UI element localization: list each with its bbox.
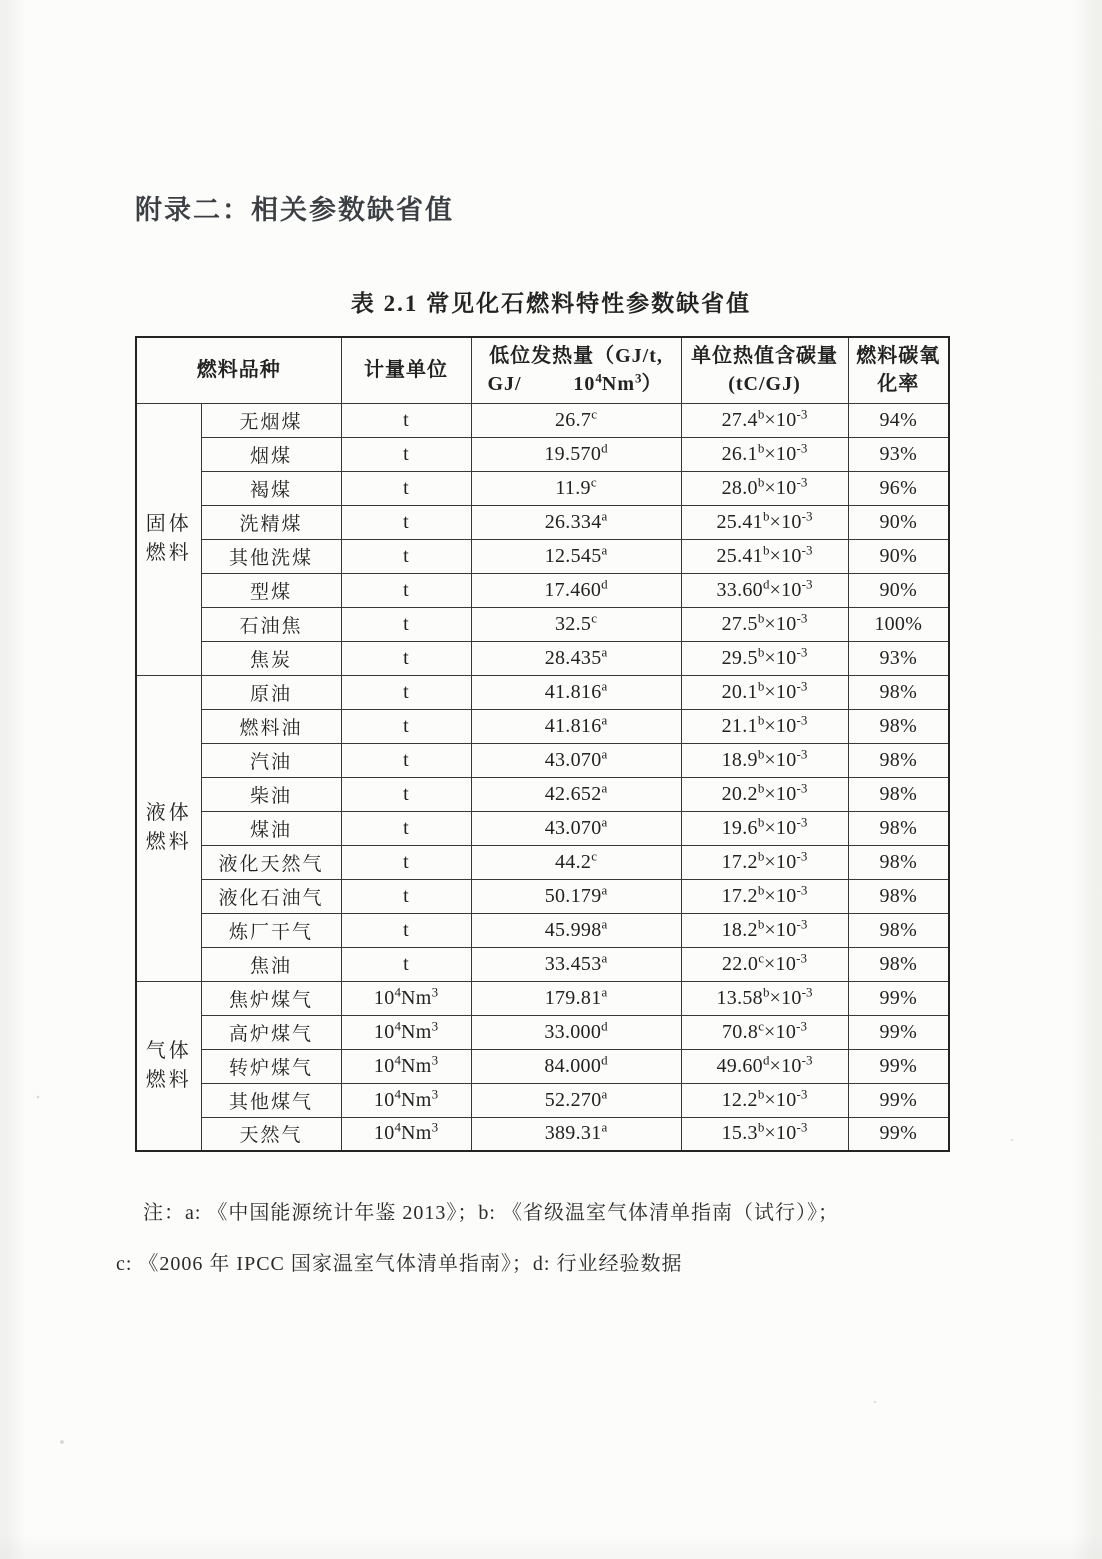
fuel-name-cell: 原油 <box>201 675 341 709</box>
fuel-name-cell: 烟煤 <box>201 437 341 471</box>
fuel-name-cell: 汽油 <box>201 743 341 777</box>
table-row <box>136 981 949 1015</box>
oxidation-rate-cell: 98% <box>848 879 949 913</box>
table-row <box>136 1015 949 1049</box>
oxidation-rate-cell: 90% <box>848 573 949 607</box>
header-heating-line1: 低位发热量（GJ/t, <box>489 345 663 368</box>
fuel-name-cell: 无烟煤 <box>201 403 341 437</box>
carbon-value-cell: $33.60^d\times 10^{-3}$ <box>681 573 848 607</box>
oxidation-rate-cell: 98% <box>848 675 949 709</box>
unit-cell: t <box>341 675 471 709</box>
carbon-value-cell: $21.1^b\times 10^{-3}$ <box>681 709 848 743</box>
unit-cell: $10^4Nm^3$ <box>341 981 471 1015</box>
footnote-line-2: c: 《2006 年 IPCC 国家温室气体清单指南》；d: 行业经验数据 <box>116 1253 683 1275</box>
oxidation-rate-cell: 100% <box>848 607 949 641</box>
page-title: 附录二：相关参数缺省值 <box>135 195 454 225</box>
oxidation-rate-cell: 96% <box>848 471 949 505</box>
header-heating-line2 <box>472 370 681 398</box>
carbon-value-cell: $20.1^b\times 10^{-3}$ <box>681 675 848 709</box>
fuel-name-cell: 石油焦 <box>201 607 341 641</box>
heat-value-cell: 389.31$^a$ <box>471 1117 681 1151</box>
carbon-value-cell: $27.4^b\times 10^{-3}$ <box>681 403 848 437</box>
heat-value-cell: 43.070$^a$ <box>471 743 681 777</box>
fuel-name-cell: 炼厂干气 <box>201 913 341 947</box>
header-carbon-line2: (tC/GJ) <box>728 373 801 396</box>
table-row <box>136 1083 949 1117</box>
fuel-name-cell: 洗精煤 <box>201 505 341 539</box>
carbon-value-cell: $70.8^c\times 10^{-3}$ <box>681 1015 848 1049</box>
table-row <box>136 607 949 641</box>
carbon-value-cell: $28.0^b\times 10^{-3}$ <box>681 471 848 505</box>
oxidation-rate-cell: 93% <box>848 641 949 675</box>
carbon-value-cell: $13.58^b\times 10^{-3}$ <box>681 981 848 1015</box>
unit-cell: $10^4Nm^3$ <box>341 1083 471 1117</box>
fuel-name-cell: 煤油 <box>201 811 341 845</box>
header-fuel-type: 燃料品种 <box>136 337 341 403</box>
table-row <box>136 675 949 709</box>
unit-cell: $10^4Nm^3$ <box>341 1049 471 1083</box>
fuel-name-cell: 型煤 <box>201 573 341 607</box>
oxidation-rate-cell: 99% <box>848 981 949 1015</box>
table-row <box>136 811 949 845</box>
heat-value-cell: 33.000$^d$ <box>471 1015 681 1049</box>
fuel-name-cell: 其他煤气 <box>201 1083 341 1117</box>
table-row <box>136 1049 949 1083</box>
carbon-value-cell: $25.41^b\times 10^{-3}$ <box>681 539 848 573</box>
oxidation-rate-cell: 90% <box>848 505 949 539</box>
carbon-value-cell: $49.60^d\times 10^{-3}$ <box>681 1049 848 1083</box>
table-row <box>136 743 949 777</box>
table-header <box>136 337 949 403</box>
carbon-value-cell: $20.2^b\times 10^{-3}$ <box>681 777 848 811</box>
fuel-group-cell: 液体燃料 <box>136 675 201 981</box>
carbon-value-cell: $18.2^b\times 10^{-3}$ <box>681 913 848 947</box>
unit-cell: $10^4Nm^3$ <box>341 1015 471 1049</box>
carbon-value-cell: $25.41^b\times 10^{-3}$ <box>681 505 848 539</box>
heat-value-cell: 28.435$^a$ <box>471 641 681 675</box>
table-caption: 表 2.1 常见化石燃料特性参数缺省值 <box>350 291 752 316</box>
header-oxidation-label: 燃料碳氧化率 <box>856 345 941 396</box>
fuel-name-cell: 液化石油气 <box>201 879 341 913</box>
heat-value-cell: 17.460$^d$ <box>471 573 681 607</box>
unit-cell: t <box>341 743 471 777</box>
unit-cell: t <box>341 845 471 879</box>
oxidation-rate-cell: 98% <box>848 947 949 981</box>
unit-cell: t <box>341 777 471 811</box>
carbon-value-cell: $19.6^b\times 10^{-3}$ <box>681 811 848 845</box>
unit-cell: t <box>341 403 471 437</box>
carbon-value-cell: $12.2^b\times 10^{-3}$ <box>681 1083 848 1117</box>
fuel-name-cell: 液化天然气 <box>201 845 341 879</box>
footnote-line-1: 注：a: 《中国能源统计年鉴 2013》；b: 《省级温室气体清单指南（试行）》； <box>143 1202 839 1224</box>
fuel-group-cell: 固体燃料 <box>136 403 201 675</box>
fuel-name-cell: 天然气 <box>201 1117 341 1151</box>
fuel-name-cell: 其他洗煤 <box>201 539 341 573</box>
unit-cell: $10^4Nm^3$ <box>341 1117 471 1151</box>
table-row <box>136 777 949 811</box>
unit-cell: t <box>341 913 471 947</box>
fuel-name-cell: 褐煤 <box>201 471 341 505</box>
oxidation-rate-cell: 98% <box>848 709 949 743</box>
table-row <box>136 403 949 437</box>
fuel-parameters-table <box>135 336 950 1152</box>
fuel-name-cell: 燃料油 <box>201 709 341 743</box>
unit-cell: t <box>341 811 471 845</box>
header-heating-line2-left: GJ/ <box>487 373 522 396</box>
carbon-value-cell: $29.5^b\times 10^{-3}$ <box>681 641 848 675</box>
fuel-name-cell: 焦炭 <box>201 641 341 675</box>
unit-cell: t <box>341 573 471 607</box>
table-row <box>136 709 949 743</box>
heat-value-cell: 12.545$^a$ <box>471 539 681 573</box>
unit-cell: t <box>341 879 471 913</box>
carbon-value-cell: $18.9^b\times 10^{-3}$ <box>681 743 848 777</box>
heat-value-cell: 26.7$^c$ <box>471 403 681 437</box>
table-row <box>136 1117 949 1151</box>
oxidation-rate-cell: 98% <box>848 913 949 947</box>
carbon-value-cell: $26.1^b\times 10^{-3}$ <box>681 437 848 471</box>
fuel-name-cell: 高炉煤气 <box>201 1015 341 1049</box>
header-heating-line2-right: $10^4Nm^3$） <box>573 370 663 396</box>
oxidation-rate-cell: 99% <box>848 1015 949 1049</box>
unit-cell: t <box>341 607 471 641</box>
heat-value-cell: 11.9$^c$ <box>471 471 681 505</box>
header-heating-value <box>471 337 681 403</box>
carbon-value-cell: $22.0^c\times 10^{-3}$ <box>681 947 848 981</box>
heat-value-cell: 43.070$^a$ <box>471 811 681 845</box>
header-oxidation-rate <box>848 337 949 403</box>
carbon-value-cell: $17.2^b\times 10^{-3}$ <box>681 845 848 879</box>
heat-value-cell: 19.570$^d$ <box>471 437 681 471</box>
fuel-name-cell: 焦油 <box>201 947 341 981</box>
oxidation-rate-cell: 99% <box>848 1083 949 1117</box>
fuel-table-body <box>136 403 949 1151</box>
heat-value-cell: 44.2$^c$ <box>471 845 681 879</box>
table-row <box>136 845 949 879</box>
unit-cell: t <box>341 709 471 743</box>
heat-value-cell: 41.816$^a$ <box>471 709 681 743</box>
oxidation-rate-cell: 90% <box>848 539 949 573</box>
oxidation-rate-cell: 99% <box>848 1049 949 1083</box>
heat-value-cell: 179.81$^a$ <box>471 981 681 1015</box>
carbon-value-cell: $15.3^b\times 10^{-3}$ <box>681 1117 848 1151</box>
unit-cell: t <box>341 641 471 675</box>
header-row <box>136 337 949 403</box>
table-row <box>136 437 949 471</box>
oxidation-rate-cell: 99% <box>848 1117 949 1151</box>
fuel-name-cell: 焦炉煤气 <box>201 981 341 1015</box>
heat-value-cell: 84.000$^d$ <box>471 1049 681 1083</box>
unit-cell: t <box>341 947 471 981</box>
carbon-value-cell: $27.5^b\times 10^{-3}$ <box>681 607 848 641</box>
table-row <box>136 947 949 981</box>
table-row <box>136 913 949 947</box>
heat-value-cell: 50.179$^a$ <box>471 879 681 913</box>
fuel-group-cell: 气体燃料 <box>136 981 201 1151</box>
oxidation-rate-cell: 94% <box>848 403 949 437</box>
header-unit: 计量单位 <box>341 337 471 403</box>
oxidation-rate-cell: 93% <box>848 437 949 471</box>
oxidation-rate-cell: 98% <box>848 811 949 845</box>
heat-value-cell: 42.652$^a$ <box>471 777 681 811</box>
table-row <box>136 505 949 539</box>
table-row <box>136 539 949 573</box>
header-carbon-line1: 单位热值含碳量 <box>691 345 838 368</box>
unit-cell: t <box>341 471 471 505</box>
unit-cell: t <box>341 437 471 471</box>
heat-value-cell: 45.998$^a$ <box>471 913 681 947</box>
oxidation-rate-cell: 98% <box>848 743 949 777</box>
unit-cell: t <box>341 505 471 539</box>
heat-value-cell: 41.816$^a$ <box>471 675 681 709</box>
oxidation-rate-cell: 98% <box>848 845 949 879</box>
heat-value-cell: 32.5$^c$ <box>471 607 681 641</box>
carbon-value-cell: $17.2^b\times 10^{-3}$ <box>681 879 848 913</box>
heat-value-cell: 52.270$^a$ <box>471 1083 681 1117</box>
fuel-name-cell: 转炉煤气 <box>201 1049 341 1083</box>
fuel-name-cell: 柴油 <box>201 777 341 811</box>
table-row <box>136 471 949 505</box>
table-row <box>136 641 949 675</box>
oxidation-rate-cell: 98% <box>848 777 949 811</box>
table-row <box>136 879 949 913</box>
unit-cell: t <box>341 539 471 573</box>
heat-value-cell: 26.334$^a$ <box>471 505 681 539</box>
heat-value-cell: 33.453$^a$ <box>471 947 681 981</box>
table-row <box>136 573 949 607</box>
header-carbon-content <box>681 337 848 403</box>
